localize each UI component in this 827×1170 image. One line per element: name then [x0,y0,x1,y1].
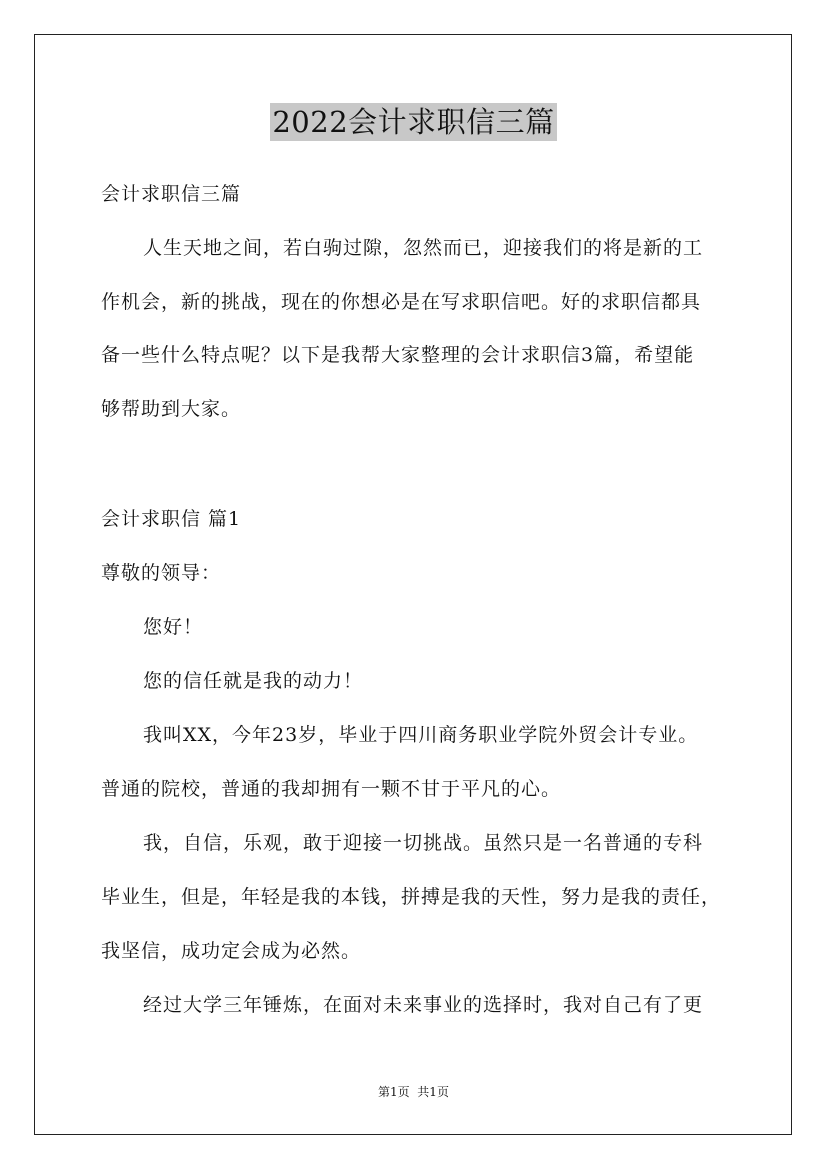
paragraph-line: 普通的院校，普通的我却拥有一颗不甘于平凡的心。 [101,778,562,800]
greeting: 您好！ [143,616,204,638]
salutation: 尊敬的领导： [101,562,222,584]
paragraph-line: 我叫XX，今年23岁，毕业于四川商务职业学院外贸会计专业。 [143,724,699,746]
paragraph-line: 经过大学三年锤炼，在面对未来事业的选择时，我对自己有了更 [143,994,704,1016]
title-container [0,103,827,141]
paragraph-line: 毕业生，但是，年轻是我的本钱，拼搏是我的天性，努力是我的责任， [101,886,722,908]
page-footer: 第1页 共1页 [378,1085,449,1099]
paragraph-line: 我，自信，乐观，敢于迎接一切挑战。虽然只是一名普通的专科 [143,832,704,854]
intro-line: 备一些什么特点呢？以下是我帮大家整理的会计求职信3篇，希望能 [101,344,695,366]
subtitle: 会计求职信三篇 [101,183,242,205]
section-heading: 会计求职信 篇1 [101,508,242,530]
trust-line: 您的信任就是我的动力！ [143,670,364,692]
intro-line: 够帮助到大家。 [101,398,242,420]
paragraph-line: 我坚信，成功定会成为必然。 [101,940,362,962]
document-title: 2022会计求职信三篇 [272,105,555,139]
intro-line: 人生天地之间，若白驹过隙，忽然而已，迎接我们的将是新的工 [143,237,704,259]
intro-line: 作机会，新的挑战，现在的你想必是在写求职信吧。好的求职信都具 [101,291,702,313]
